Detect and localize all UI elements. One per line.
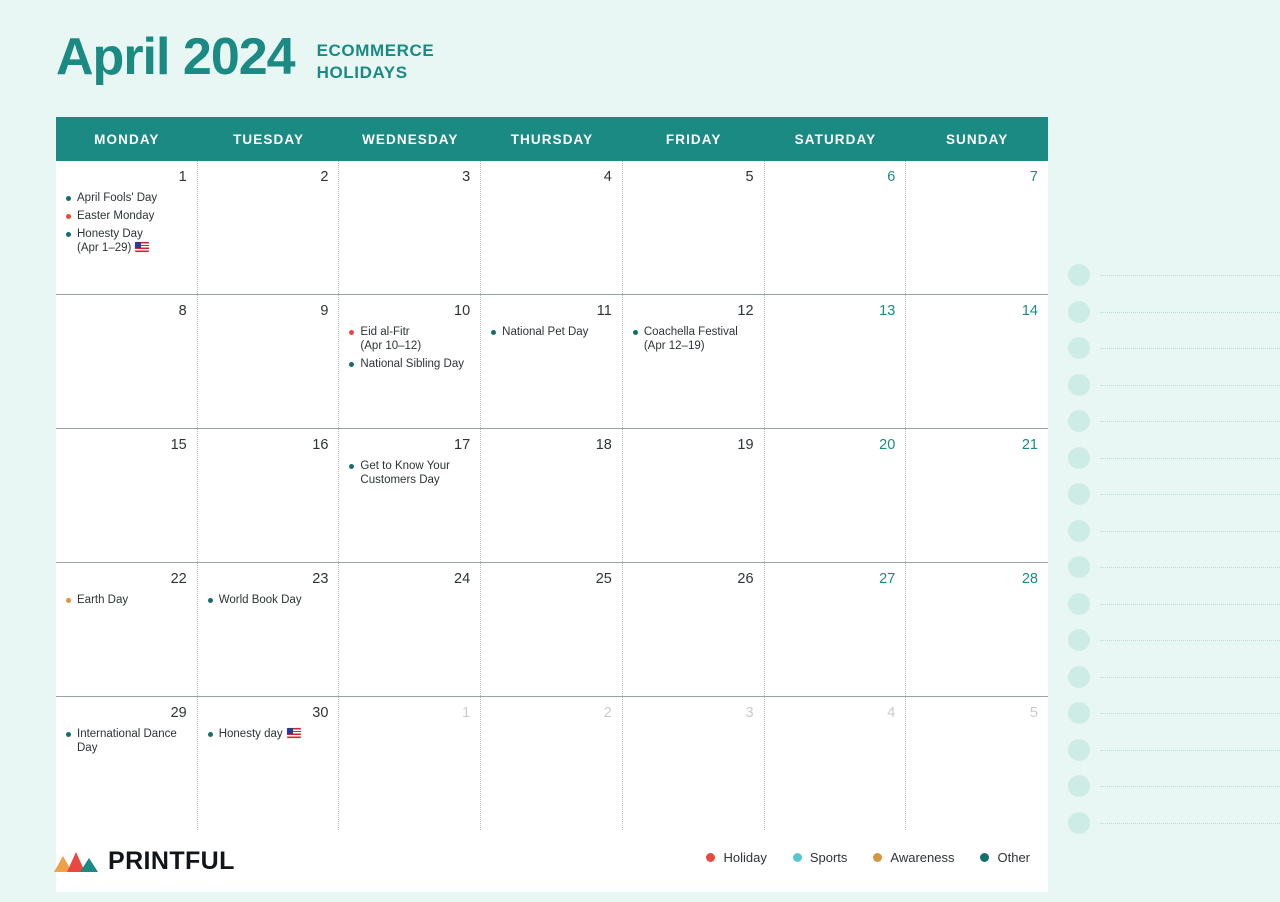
calendar-weeks xyxy=(56,161,1048,830)
day-event-list xyxy=(633,325,754,353)
calendar-day-cell[interactable] xyxy=(339,429,481,562)
event-title: Eid al-Fitr xyxy=(360,326,410,338)
calendar-event[interactable] xyxy=(349,325,470,353)
day-number: 24 xyxy=(454,571,471,587)
calendar-day-cell[interactable] xyxy=(56,697,198,830)
calendar-event[interactable] xyxy=(208,593,329,607)
calendar-day-cell[interactable] xyxy=(906,697,1048,830)
legend xyxy=(682,838,1048,877)
day-number: 5 xyxy=(745,169,754,185)
calendar-day-cell[interactable] xyxy=(481,697,623,830)
calendar-day-cell[interactable] xyxy=(481,563,623,696)
calendar-grid xyxy=(56,117,1048,830)
brand-logo xyxy=(54,847,235,876)
calendar-week-row xyxy=(56,562,1048,696)
event-category-dot-icon xyxy=(66,232,71,237)
day-number: 2 xyxy=(603,705,612,721)
event-title: Get to Know Your Customers Day xyxy=(360,460,450,486)
calendar-day-cell[interactable] xyxy=(198,429,340,562)
legend-item xyxy=(980,850,1030,865)
event-category-dot-icon xyxy=(208,598,213,603)
event-title: World Book Day xyxy=(218,594,302,606)
weekday-header-row xyxy=(56,117,1048,161)
event-date-range: (Apr 12–19) xyxy=(643,340,705,352)
decorative-dot-icon xyxy=(1068,483,1090,505)
calendar-day-cell[interactable] xyxy=(623,697,765,830)
decorative-dotted-line xyxy=(1100,604,1280,605)
calendar-day-cell[interactable] xyxy=(481,295,623,428)
decorative-dot-row xyxy=(1062,769,1280,806)
event-category-dot-icon xyxy=(66,196,71,201)
day-event-list xyxy=(66,191,187,255)
legend-item xyxy=(793,850,848,865)
event-category-dot-icon xyxy=(208,732,213,737)
decorative-dot-icon xyxy=(1068,447,1090,469)
day-number: 20 xyxy=(879,437,896,453)
page-title: April 2024 xyxy=(56,28,295,86)
weekday-label: FRIDAY xyxy=(665,132,722,147)
calendar-day-cell[interactable] xyxy=(198,697,340,830)
day-event-list xyxy=(66,593,187,607)
event-category-dot-icon xyxy=(633,330,638,335)
event-date-range: (Apr 10–12) xyxy=(360,340,422,352)
day-number: 12 xyxy=(737,303,754,319)
calendar-event[interactable] xyxy=(66,727,187,755)
legend-item xyxy=(706,850,766,865)
event-category-dot-icon xyxy=(66,732,71,737)
decorative-dot-icon xyxy=(1068,593,1090,615)
event-title: Honesty day xyxy=(218,728,283,740)
calendar-week-row xyxy=(56,428,1048,562)
day-number: 19 xyxy=(737,437,754,453)
calendar-day-cell[interactable] xyxy=(339,295,481,428)
legend-label: Holiday xyxy=(723,850,767,865)
day-number: 1 xyxy=(462,705,471,721)
day-number: 23 xyxy=(312,571,329,587)
day-number: 5 xyxy=(1029,705,1038,721)
calendar-event[interactable] xyxy=(66,227,187,255)
day-number: 30 xyxy=(312,705,329,721)
calendar-day-cell[interactable] xyxy=(906,429,1048,562)
event-category-dot-icon xyxy=(349,362,354,367)
event-title: April Fools' Day xyxy=(77,192,158,204)
page-footer xyxy=(56,830,1048,892)
weekday-label: SATURDAY xyxy=(794,132,877,147)
us-flag-icon xyxy=(135,242,149,252)
calendar-event[interactable] xyxy=(66,209,187,223)
day-event-list xyxy=(349,325,470,371)
event-title: Easter Monday xyxy=(77,210,155,222)
event-title: Earth Day xyxy=(77,594,129,606)
decorative-dot-row xyxy=(1062,295,1280,332)
decorative-dot-row xyxy=(1062,806,1280,843)
calendar-day-cell[interactable] xyxy=(481,161,623,294)
event-category-dot-icon xyxy=(491,330,496,335)
day-number: 29 xyxy=(170,705,187,721)
calendar-day-cell[interactable] xyxy=(765,295,907,428)
day-number: 13 xyxy=(879,303,896,319)
decorative-dot-row xyxy=(1062,404,1280,441)
calendar-event[interactable] xyxy=(633,325,754,353)
day-event-list xyxy=(66,727,187,755)
legend-item xyxy=(873,850,954,865)
calendar-day-cell[interactable] xyxy=(623,295,765,428)
event-title: Coachella Festival xyxy=(643,326,738,338)
decorative-dotted-line xyxy=(1100,823,1280,824)
day-number: 2 xyxy=(320,169,329,185)
event-category-dot-icon xyxy=(66,598,71,603)
decorative-dot-icon xyxy=(1068,264,1090,286)
decorative-dot-icon xyxy=(1068,301,1090,323)
day-event-list xyxy=(491,325,612,339)
calendar-day-cell[interactable] xyxy=(623,161,765,294)
decorative-dot-icon xyxy=(1068,410,1090,432)
event-category-dot-icon xyxy=(66,214,71,219)
legend-dot-icon xyxy=(793,853,802,862)
decorative-dot-row xyxy=(1062,331,1280,368)
legend-label: Awareness xyxy=(890,850,955,865)
decorative-dot-row xyxy=(1062,477,1280,514)
calendar-day-cell[interactable] xyxy=(56,429,198,562)
day-number: 17 xyxy=(454,437,471,453)
decorative-dot-icon xyxy=(1068,739,1090,761)
calendar-week-row xyxy=(56,294,1048,428)
decorative-dotted-line xyxy=(1100,786,1280,787)
event-title: International Dance Day xyxy=(77,728,177,754)
decorative-dot-row xyxy=(1062,514,1280,551)
legend-dot-icon xyxy=(706,853,715,862)
decorative-dot-row xyxy=(1062,368,1280,405)
day-number: 15 xyxy=(170,437,187,453)
calendar-day-cell[interactable] xyxy=(906,563,1048,696)
day-number: 4 xyxy=(603,169,612,185)
calendar-page xyxy=(56,26,1048,892)
decorative-dotted-line xyxy=(1100,385,1280,386)
calendar-day-cell[interactable] xyxy=(198,161,340,294)
calendar-day-cell[interactable] xyxy=(339,563,481,696)
decorative-dot-row xyxy=(1062,733,1280,770)
decorative-dotted-line xyxy=(1100,421,1280,422)
decorative-dot-row xyxy=(1062,550,1280,587)
calendar-day-cell[interactable] xyxy=(623,429,765,562)
day-event-list xyxy=(349,459,470,487)
decorative-dot-icon xyxy=(1068,374,1090,396)
decorative-dot-icon xyxy=(1068,812,1090,834)
calendar-event[interactable] xyxy=(349,459,470,487)
calendar-day-cell[interactable] xyxy=(56,295,198,428)
day-number: 1 xyxy=(178,169,187,185)
calendar-day-cell[interactable] xyxy=(198,563,340,696)
day-number: 11 xyxy=(596,303,612,319)
decorative-dotted-line xyxy=(1100,750,1280,751)
day-number: 26 xyxy=(737,571,754,587)
calendar-week-row xyxy=(56,161,1048,294)
day-event-list xyxy=(208,593,329,607)
decorative-dot-row xyxy=(1062,258,1280,295)
day-number: 28 xyxy=(1021,571,1038,587)
calendar-event[interactable] xyxy=(66,191,187,205)
decorative-dotted-line xyxy=(1100,640,1280,641)
event-title: National Sibling Day xyxy=(360,358,464,370)
calendar-week-row xyxy=(56,696,1048,830)
day-number: 27 xyxy=(879,571,896,587)
decorative-dotted-line xyxy=(1100,458,1280,459)
calendar-event[interactable] xyxy=(349,357,470,371)
event-title: National Pet Day xyxy=(502,326,589,338)
calendar-day-cell[interactable] xyxy=(906,295,1048,428)
decorative-dot-row xyxy=(1062,696,1280,733)
calendar-event[interactable] xyxy=(491,325,612,339)
event-category-dot-icon xyxy=(349,330,354,335)
event-category-dot-icon xyxy=(349,464,354,469)
decorative-dot-row xyxy=(1062,587,1280,624)
calendar-event[interactable] xyxy=(66,593,187,607)
decorative-dotted-line xyxy=(1100,531,1280,532)
decorative-dot-row xyxy=(1062,623,1280,660)
page-header xyxy=(56,26,1048,102)
printful-mark-icon xyxy=(54,850,98,872)
decorative-dot-icon xyxy=(1068,775,1090,797)
calendar-day-cell[interactable] xyxy=(339,161,481,294)
decorative-dotted-line xyxy=(1100,348,1280,349)
weekday-label: TUESDAY xyxy=(233,132,305,147)
decorative-dot-icon xyxy=(1068,666,1090,688)
decorative-dot-row xyxy=(1062,441,1280,478)
calendar-day-cell[interactable] xyxy=(481,429,623,562)
calendar-day-cell[interactable] xyxy=(198,295,340,428)
day-number: 22 xyxy=(170,571,187,587)
day-number: 3 xyxy=(745,705,754,721)
decorative-dotted-line xyxy=(1100,567,1280,568)
weekday-label: MONDAY xyxy=(94,132,160,147)
decorative-dot-icon xyxy=(1068,337,1090,359)
calendar-day-cell[interactable] xyxy=(765,697,907,830)
legend-dot-icon xyxy=(980,853,989,862)
day-number: 21 xyxy=(1021,437,1038,453)
day-number: 16 xyxy=(312,437,329,453)
decorative-dotted-line xyxy=(1100,312,1280,313)
event-title: Honesty Day xyxy=(77,228,143,240)
decorative-dot-icon xyxy=(1068,556,1090,578)
event-date-range: (Apr 1–29) xyxy=(77,241,187,255)
calendar-event[interactable] xyxy=(208,727,329,741)
day-number: 14 xyxy=(1021,303,1038,319)
calendar-day-cell[interactable] xyxy=(765,563,907,696)
calendar-day-cell[interactable] xyxy=(56,563,198,696)
decorative-dotted-line xyxy=(1100,494,1280,495)
decorative-dotted-line xyxy=(1100,713,1280,714)
day-number: 3 xyxy=(462,169,471,185)
day-number: 9 xyxy=(320,303,329,319)
day-number: 18 xyxy=(595,437,612,453)
legend-label: Sports xyxy=(809,850,848,865)
subtitle-line-1: ECOMMERCE xyxy=(316,41,435,60)
day-event-list xyxy=(208,727,329,741)
calendar-day-cell[interactable] xyxy=(765,429,907,562)
page-subtitle xyxy=(317,26,435,84)
day-number: 8 xyxy=(178,303,187,319)
calendar-day-cell[interactable] xyxy=(765,161,907,294)
day-number: 7 xyxy=(1029,169,1038,185)
calendar-day-cell[interactable] xyxy=(56,161,198,294)
us-flag-icon xyxy=(287,728,301,738)
decorative-dot-row xyxy=(1062,660,1280,697)
calendar-day-cell[interactable] xyxy=(623,563,765,696)
calendar-day-cell[interactable] xyxy=(906,161,1048,294)
decorative-dotted-line xyxy=(1100,275,1280,276)
decorative-dot-column xyxy=(1062,258,1280,838)
day-number: 4 xyxy=(887,705,896,721)
weekday-label: THURSDAY xyxy=(510,132,594,147)
decorative-dot-icon xyxy=(1068,629,1090,651)
brand-name: PRINTFUL xyxy=(108,846,235,875)
weekday-label: SUNDAY xyxy=(945,132,1009,147)
decorative-dot-icon xyxy=(1068,702,1090,724)
calendar-day-cell[interactable] xyxy=(339,697,481,830)
decorative-dotted-line xyxy=(1100,677,1280,678)
legend-dot-icon xyxy=(873,853,882,862)
subtitle-line-2: HOLIDAYS xyxy=(316,63,408,82)
legend-label: Other xyxy=(997,850,1030,865)
weekday-label: WEDNESDAY xyxy=(362,132,459,147)
day-number: 25 xyxy=(595,571,612,587)
decorative-dot-icon xyxy=(1068,520,1090,542)
day-number: 10 xyxy=(454,303,471,319)
day-number: 6 xyxy=(887,169,896,185)
